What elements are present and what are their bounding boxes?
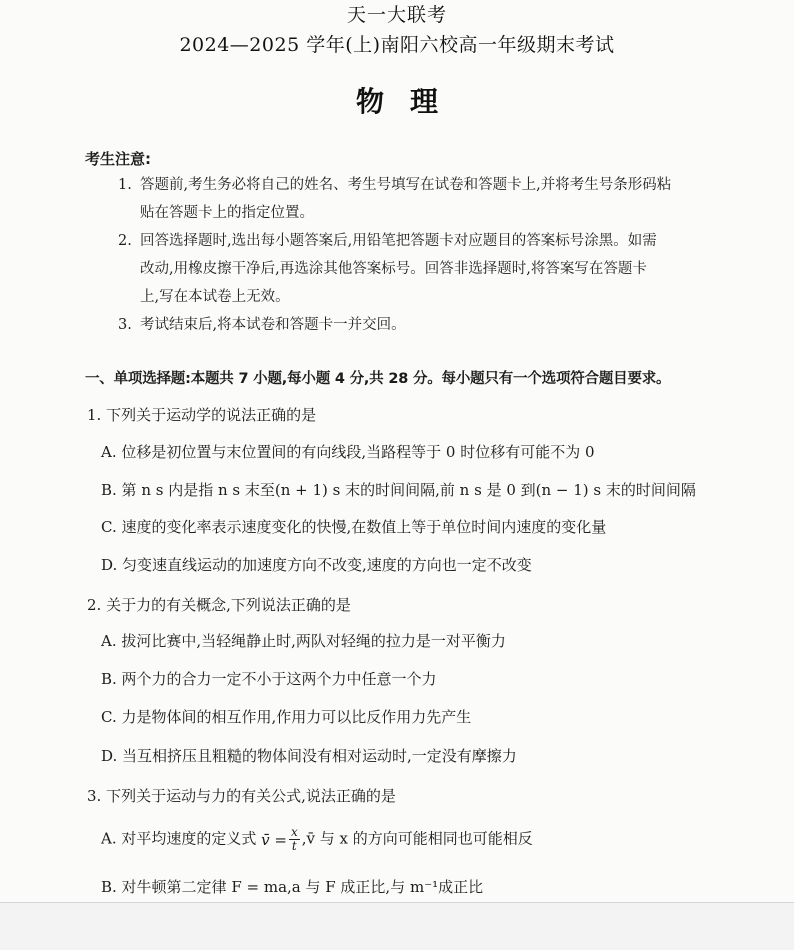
page-bottom-edge bbox=[0, 902, 794, 950]
question-3-option-b: B. 对牛顿第二定律 F = ma,a 与 F 成正比,与 m⁻¹成正比 bbox=[101, 878, 484, 896]
exam-title: 2024—2025 学年(上)南阳六校高一年级期末考试 bbox=[179, 34, 615, 56]
notice-item-number: 2. bbox=[118, 233, 132, 249]
fraction-x-over-t bbox=[289, 826, 300, 853]
notice-line: 考试结束后,将本试卷和答题卡一并交回。 bbox=[140, 317, 406, 333]
notice-line: 答题前,考生务必将自己的姓名、考生号填写在试卷和答题卡上,并将考生号条形码粘 bbox=[140, 177, 672, 193]
question-2-stem: 2. 关于力的有关概念,下列说法正确的是 bbox=[87, 596, 351, 614]
notice-item-1 bbox=[118, 171, 740, 227]
notice-item-3 bbox=[118, 311, 740, 339]
notice-item-2 bbox=[118, 227, 740, 311]
exam-organizer: 天一大联考 bbox=[346, 4, 447, 26]
question-1-stem: 1. 下列关于运动学的说法正确的是 bbox=[87, 406, 317, 424]
option-a-suffix: ,v̄ 与 x 的方向可能相同也可能相反 bbox=[301, 829, 533, 848]
question-2-option-d: D. 当互相挤压且粗糙的物体间没有相对运动时,一定没有摩擦力 bbox=[101, 747, 517, 765]
question-2-option-b: B. 两个力的合力一定不小于这两个力中任意一个力 bbox=[101, 670, 437, 688]
question-1-option-d: D. 匀变速直线运动的加速度方向不改变,速度的方向也一定不改变 bbox=[101, 556, 532, 574]
fraction-denominator: t bbox=[291, 839, 297, 853]
notice-item-number: 1. bbox=[118, 177, 132, 193]
question-3-option-a bbox=[101, 826, 533, 853]
question-1-option-c: C. 速度的变化率表示速度变化的快慢,在数值上等于单位时间内速度的变化量 bbox=[101, 518, 607, 536]
question-1-option-a: A. 位移是初位置与末位置间的有向线段,当路程等于 0 时位移有可能不为 0 bbox=[101, 443, 595, 461]
notice-line: 上,写在本试卷上无效。 bbox=[140, 289, 290, 305]
question-3-stem: 3. 下列关于运动与力的有关公式,说法正确的是 bbox=[87, 787, 396, 805]
notice-line: 回答选择题时,选出每小题答案后,用铅笔把答题卡对应题目的答案标号涂黑。如需 bbox=[140, 233, 657, 249]
fraction-numerator: x bbox=[290, 825, 298, 839]
notice-line: 贴在答题卡上的指定位置。 bbox=[140, 205, 314, 221]
notice-item-number: 3. bbox=[118, 317, 132, 333]
question-2-option-a: A. 拔河比赛中,当轻绳静止时,两队对轻绳的拉力是一对平衡力 bbox=[101, 632, 506, 650]
section-heading-single-choice: 一、单项选择题:本题共 7 小题,每小题 4 分,共 28 分。每小题只有一个选项符合题目要求。 bbox=[85, 371, 671, 387]
option-a-prefix: A. 对平均速度的定义式 bbox=[101, 829, 262, 848]
question-1-option-b: B. 第 n s 内是指 n s 末至(n + 1) s 末的时间间隔,前 n s 是 0 到(n − 1) s 末的时间间隔 bbox=[101, 481, 696, 499]
notice-title: 考生注意: bbox=[85, 150, 151, 168]
average-velocity-symbol: v̄ = bbox=[261, 830, 287, 849]
subject-title: 物理 bbox=[355, 85, 464, 118]
question-2-option-c: C. 力是物体间的相互作用,作用力可以比反作用力先产生 bbox=[101, 708, 472, 726]
notice-line: 改动,用橡皮擦干净后,再选涂其他答案标号。回答非选择题时,将答案写在答题卡 bbox=[140, 261, 647, 277]
